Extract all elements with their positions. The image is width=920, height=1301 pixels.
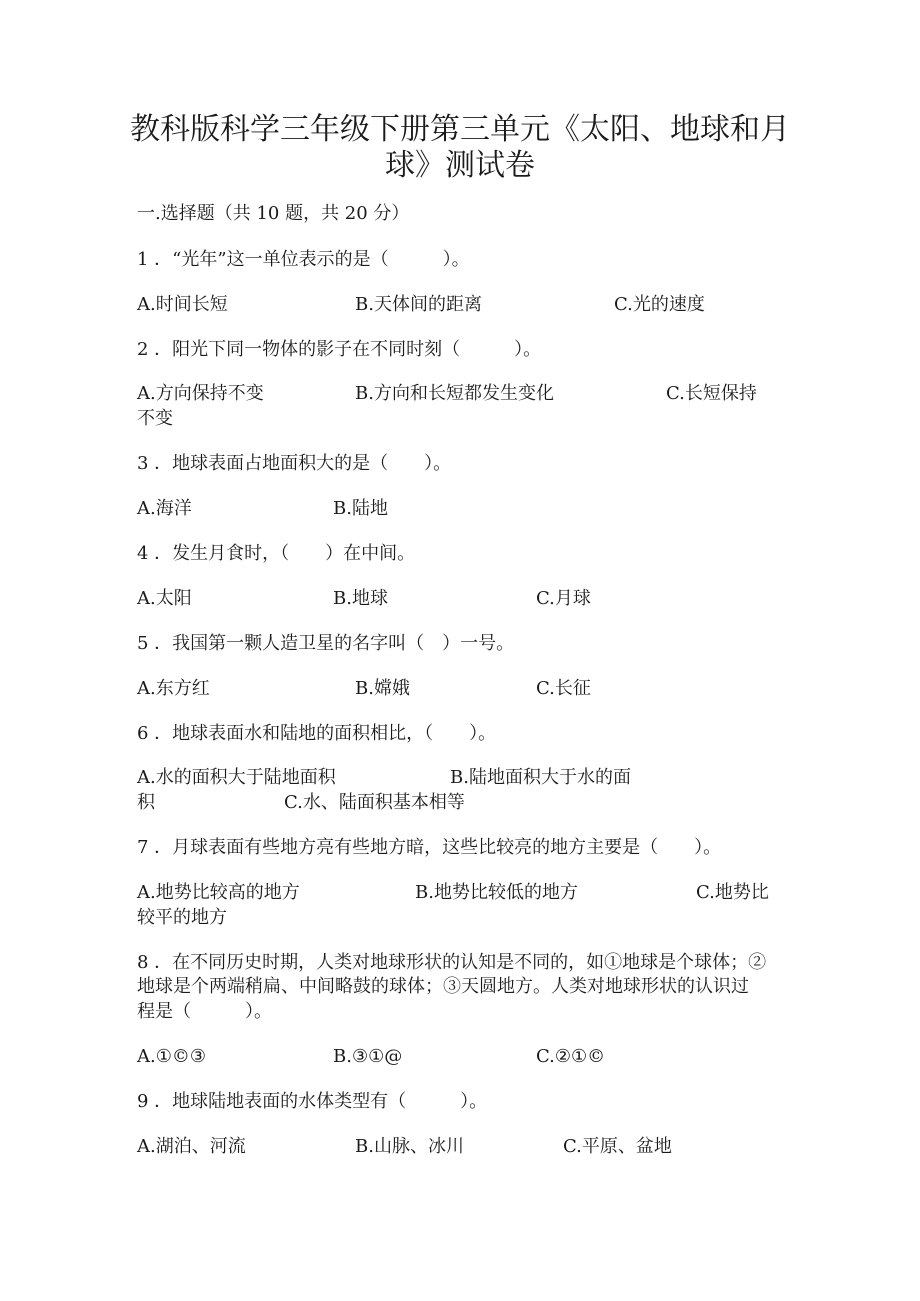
- q7-option-c: C.地势比: [696, 882, 769, 903]
- q5-option-c: C.长征: [536, 678, 591, 699]
- question-6: 6 ．地球表面水和陆地的面积相比，（ ）。: [137, 723, 497, 744]
- question-5: 5 ．我国第一颗人造卫星的名字叫（ ）一号。: [137, 633, 515, 654]
- q4-option-a: A.太阳: [137, 588, 192, 609]
- q1-option-b: B.天体间的距离: [355, 294, 482, 315]
- question-8-line-1: 8 ．在不同历史时期，人类对地球形状的认知是不同的，如①地球是个球体；②: [137, 952, 767, 973]
- q6-option-b: B.陆地面积大于水的面: [450, 767, 631, 788]
- q2-option-a: A.方向保持不变: [137, 383, 264, 404]
- question-2: 2 ．阳光下同一物体的影子在不同时刻（ ）。: [137, 339, 542, 360]
- question-8-line-3: 程是（ ）。: [137, 1001, 272, 1022]
- document-title-line-1: 教科版科学三年级下册第三单元《太阳、地球和月: [130, 112, 790, 147]
- q5-option-b: B.嫦娥: [355, 678, 410, 699]
- q3-option-b: B.陆地: [333, 498, 388, 519]
- q7-option-c-continuation: 较平的地方: [137, 907, 227, 928]
- q4-option-b: B.地球: [333, 588, 388, 609]
- q8-option-a: A.①©③: [137, 1046, 206, 1067]
- q8-option-b: B.③①@: [333, 1046, 403, 1067]
- question-4: 4 ．发生月食时，（ ）在中间。: [137, 543, 416, 564]
- q4-option-c: C.月球: [536, 588, 591, 609]
- q7-option-a: A.地势比较高的地方: [137, 882, 300, 903]
- q6-option-a: A.水的面积大于陆地面积: [137, 767, 336, 788]
- q2-option-c-continuation: 不变: [137, 408, 173, 429]
- q2-option-c: C.长短保持: [666, 383, 757, 404]
- q8-option-c: C.②①©: [536, 1046, 606, 1067]
- question-1: 1 ．“光年”这一单位表示的是（ ）。: [137, 249, 470, 270]
- q9-option-a: A.湖泊、河流: [137, 1136, 246, 1157]
- question-7: 7 ．月球表面有些地方亮有些地方暗，这些比较亮的地方主要是（ ）。: [137, 837, 722, 858]
- q1-option-a: A.时间长短: [137, 294, 228, 315]
- q9-option-b: B.山脉、冰川: [355, 1136, 464, 1157]
- q9-option-c: C.平原、盆地: [563, 1136, 672, 1157]
- q5-option-a: A.东方红: [137, 678, 210, 699]
- section-heading: 一.选择题（共 10 题，共 20 分）: [137, 203, 410, 224]
- question-9: 9 ．地球陆地表面的水体类型有（ ）。: [137, 1091, 488, 1112]
- q6-option-b-continuation: 积: [137, 792, 155, 813]
- document-title-line-2: 球》测试卷: [385, 148, 535, 183]
- q7-option-b: B.地势比较低的地方: [415, 882, 578, 903]
- question-3: 3 ．地球表面占地面积大的是（ ）。: [137, 453, 452, 474]
- q1-option-c: C.光的速度: [614, 294, 705, 315]
- question-8-line-2: 地球是个两端稍扁、中间略鼓的球体；③天圆地方。人类对地球形状的认识过: [137, 976, 749, 997]
- q3-option-a: A.海洋: [137, 498, 192, 519]
- q6-option-c: C.水、陆面积基本相等: [284, 792, 465, 813]
- q2-option-b: B.方向和长短都发生变化: [355, 383, 554, 404]
